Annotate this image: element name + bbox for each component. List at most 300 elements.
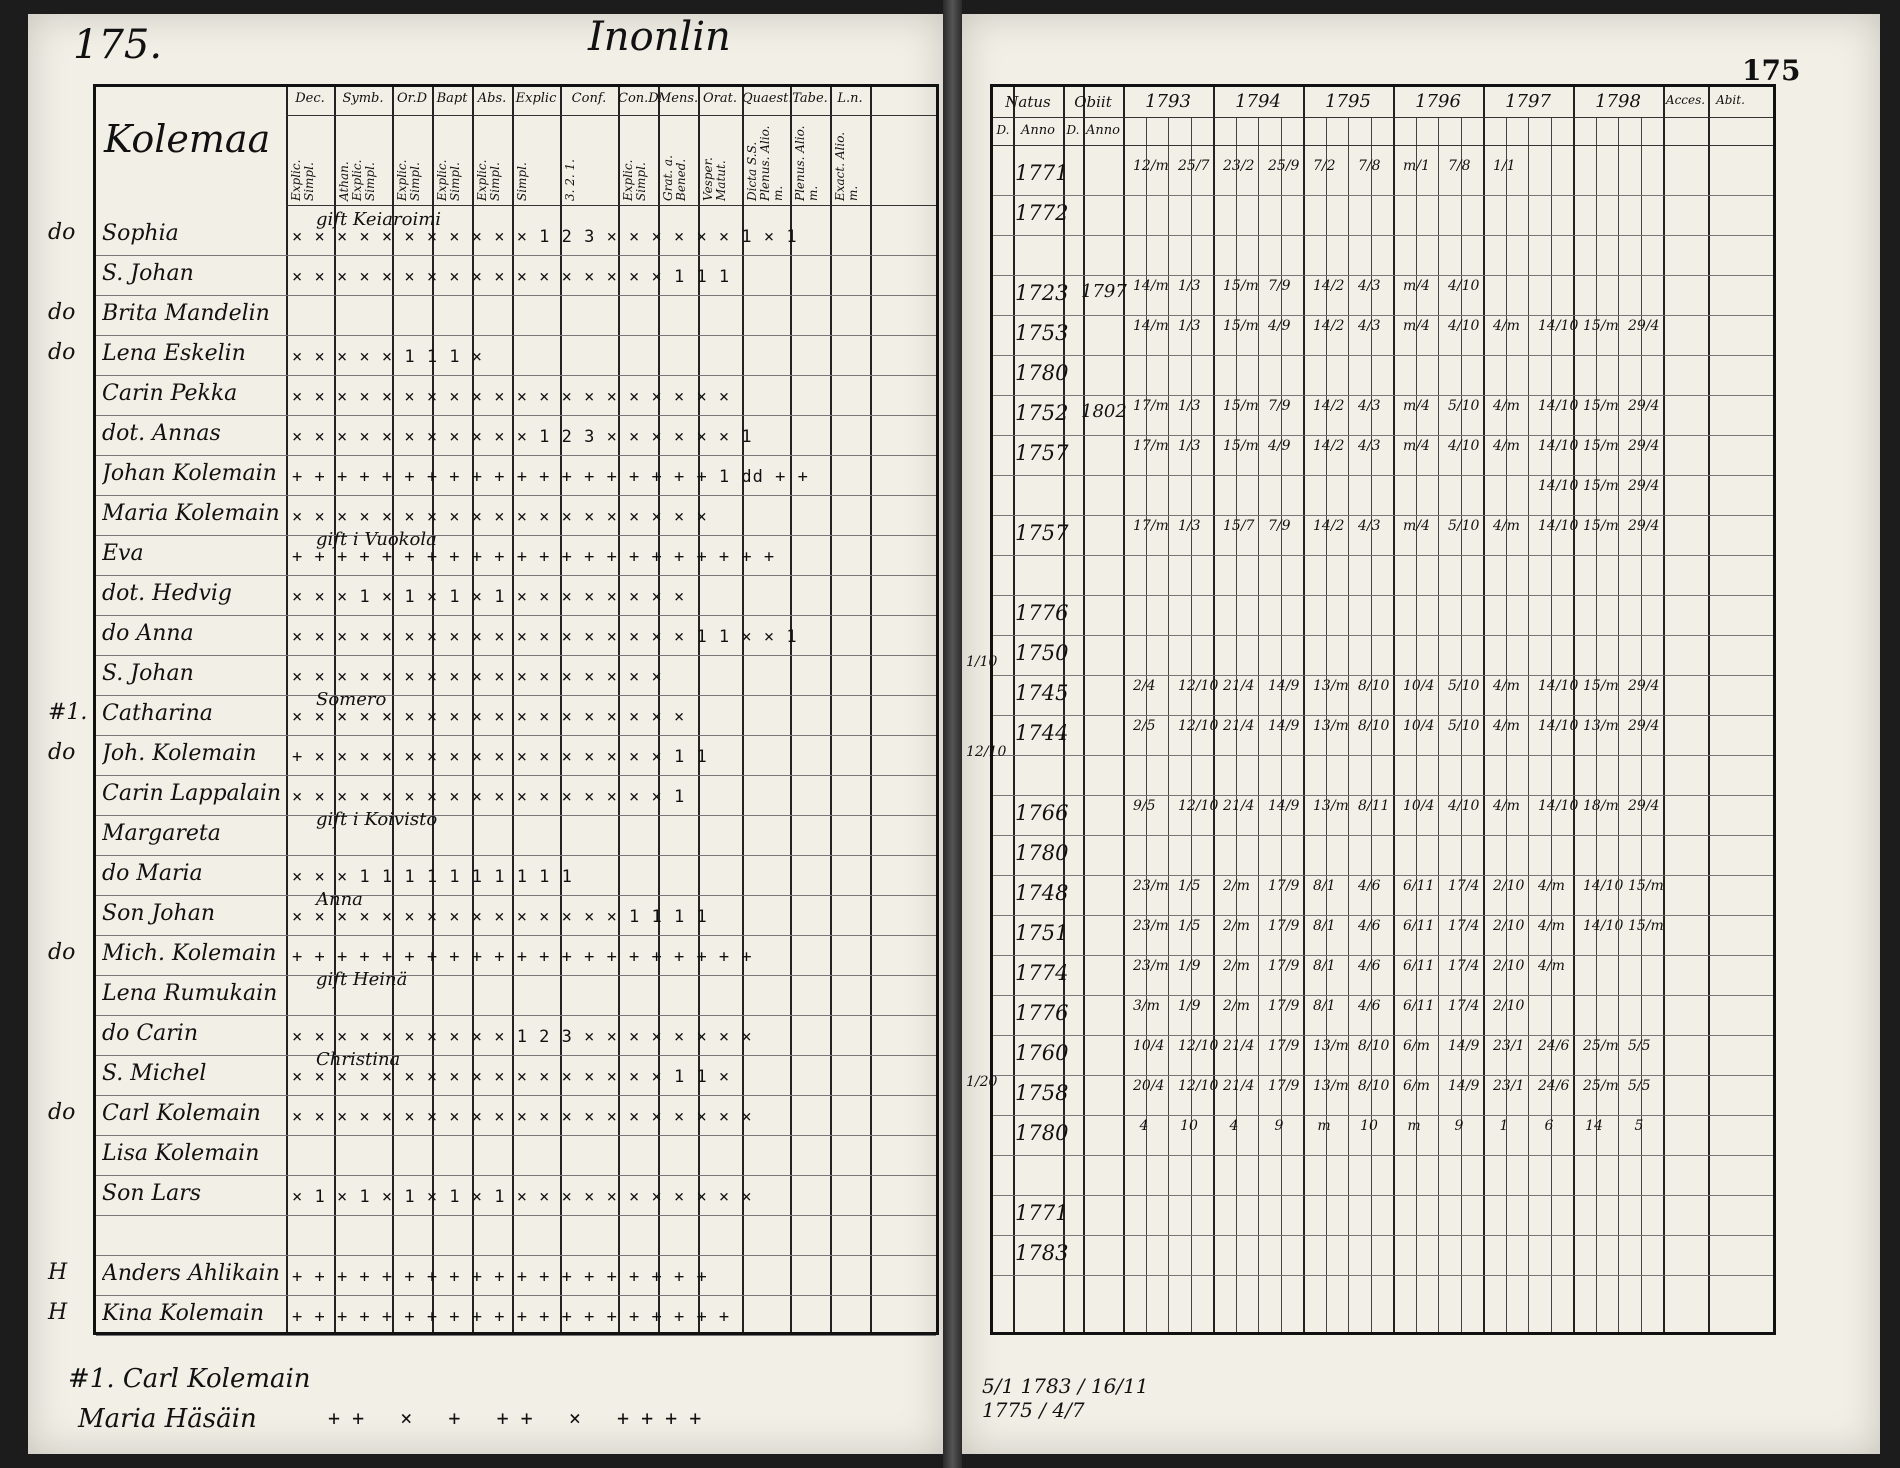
attendance-mark: 21/4	[1223, 718, 1255, 734]
birth-year: 1745	[1015, 681, 1069, 705]
birth-year: 1780	[1015, 361, 1069, 385]
column-header: Anno	[1021, 123, 1055, 138]
birth-year: 1758	[1015, 1081, 1069, 1105]
birth-year: 1757	[1015, 521, 1069, 545]
exam-marks: + + + + + + + + + + + + + + + + + + +	[292, 1267, 708, 1287]
attendance-mark: 14/2	[1313, 318, 1345, 334]
page-number: 175	[1742, 54, 1801, 87]
person-name: Eva	[102, 541, 144, 566]
person-name: S. Johan	[102, 661, 194, 686]
footer-note: 5/1 1783 / 16/11 1775 / 4/7	[982, 1374, 1149, 1422]
attendance-mark: 6/11	[1403, 918, 1435, 934]
attendance-mark: 5/5	[1628, 1078, 1651, 1094]
person-name: Sophia	[102, 221, 179, 246]
attendance-mark: 5/10	[1448, 718, 1480, 734]
attendance-mark: 14/10	[1538, 478, 1579, 494]
column-header: D.	[996, 123, 1010, 137]
attendance-mark: 8/1	[1313, 878, 1336, 894]
exam-marks: × 1 × 1 × 1 × 1 × 1 × × × × × × × × × × ×	[292, 1187, 753, 1207]
attendance-mark: 4/6	[1358, 878, 1381, 894]
row-prefix: do	[48, 220, 76, 245]
column-header: Dec.	[295, 91, 325, 106]
attendance-mark: m/4	[1403, 278, 1430, 294]
attendance-mark: 29/4	[1628, 798, 1660, 814]
attendance-mark: 1/3	[1178, 518, 1201, 534]
death-year: 1802	[1081, 401, 1127, 422]
exam-marks: × × × × × × × × × × × × × × × × × 1 1 1	[292, 267, 731, 287]
attendance-mark: 4/m	[1538, 958, 1565, 974]
attendance-mark: 13/m	[1313, 678, 1349, 694]
attendance-mark: 25/m	[1583, 1038, 1619, 1054]
person-note: Christina	[316, 1049, 401, 1070]
attendance-mark: 10/4	[1403, 678, 1435, 694]
margin-note: 1/10	[966, 654, 998, 670]
attendance-mark: 6/11	[1403, 998, 1435, 1014]
attendance-mark: 29/4	[1628, 478, 1660, 494]
person-name: dot. Hedvig	[102, 581, 232, 606]
right-page	[962, 14, 1880, 1454]
attendance-mark: 15/m	[1583, 518, 1619, 534]
attendance-mark: 4/m	[1493, 318, 1520, 334]
birth-year: 1750	[1015, 641, 1069, 665]
attendance-mark: 13/m	[1313, 1038, 1349, 1054]
attendance-mark: 15/m	[1583, 318, 1619, 334]
column-header: Symb.	[342, 91, 384, 106]
attendance-mark: 23/2	[1223, 158, 1255, 174]
attendance-mark: 1/3	[1178, 278, 1201, 294]
attendance-mark: 2/10	[1493, 918, 1525, 934]
book-gutter	[943, 0, 962, 1468]
attendance-mark: 17/9	[1268, 1078, 1300, 1094]
column-subheader: Vesper. Matut.	[701, 157, 728, 201]
exam-marks: × × × × × × × × × × × × × × × × × 1	[292, 787, 686, 807]
column-header: 1793	[1145, 91, 1191, 112]
row-prefix: H	[48, 1300, 68, 1325]
attendance-mark: 4/3	[1358, 398, 1381, 414]
column-subheader: Explic. Simpl.	[475, 159, 502, 201]
exam-marks: × × × × × × × × × × × 1 2 3 × × × × × × 1 × 1	[292, 227, 798, 247]
column-subheader: Explic. Simpl.	[289, 159, 316, 201]
exam-marks: × × × × × × × × × × × × × × × 1 1 1 1	[292, 907, 708, 927]
column-header: Natus	[1005, 93, 1051, 111]
birth-year: 1753	[1015, 321, 1069, 345]
column-subheader: Explic. Simpl.	[621, 159, 648, 201]
attendance-mark: 4/3	[1358, 438, 1381, 454]
attendance-mark: 12/10	[1178, 1078, 1219, 1094]
exam-marks: × × × × × × × × × × × × × × × × × 1 1 ×	[292, 1067, 731, 1087]
attendance-mark: 9	[1454, 1118, 1464, 1134]
attendance-mark: 23/m	[1133, 958, 1169, 974]
attendance-mark: 23/m	[1133, 878, 1169, 894]
village-name: Inonlin	[588, 14, 731, 60]
attendance-mark: 15/m	[1223, 278, 1259, 294]
exam-marks: + + + + + + + + + + + + + + + + + + + + +	[292, 947, 753, 967]
column-header: 1795	[1325, 91, 1371, 112]
column-header: Bapt	[436, 91, 468, 106]
attendance-mark: 14/9	[1268, 798, 1300, 814]
table-rows	[993, 87, 1773, 1332]
attendance-mark: 14/2	[1313, 278, 1345, 294]
person-name: Lisa Kolemain	[102, 1141, 260, 1166]
birth-year: 1766	[1015, 801, 1069, 825]
exam-marks: × × × × × × × × × × × × × × × × ×	[292, 667, 663, 687]
attendance-mark: 14/2	[1313, 518, 1345, 534]
column-header: 1796	[1415, 91, 1461, 112]
attendance-mark: 15/7	[1223, 518, 1255, 534]
birth-year: 1757	[1015, 441, 1069, 465]
attendance-mark: 8/1	[1313, 958, 1336, 974]
row-prefix: H	[48, 1260, 68, 1285]
attendance-mark: 1/3	[1178, 398, 1201, 414]
birth-year: 1772	[1015, 201, 1069, 225]
exam-marks: × × × × × × × × × × × × × × × × × × 1 1 × × 1	[292, 627, 798, 647]
exam-marks: × × × × × × × × × × × × × × × × × × × ×	[292, 387, 731, 407]
attendance-mark: 5/5	[1628, 1038, 1651, 1054]
person-note: Somero	[316, 689, 387, 710]
attendance-mark: 17/9	[1268, 958, 1300, 974]
attendance-mark: 4	[1229, 1118, 1239, 1134]
attendance-mark: 17/9	[1268, 998, 1300, 1014]
attendance-mark: 17/4	[1448, 958, 1480, 974]
attendance-mark: 2/m	[1223, 918, 1250, 934]
attendance-mark: 4/m	[1493, 798, 1520, 814]
attendance-mark: 29/4	[1628, 678, 1660, 694]
attendance-mark: 14/m	[1133, 318, 1169, 334]
column-subheader: Explic. Simpl.	[395, 159, 422, 201]
attendance-mark: 17/9	[1268, 1038, 1300, 1054]
attendance-mark: 6/m	[1403, 1038, 1430, 1054]
margin-note: 12/10	[966, 744, 1007, 760]
attendance-mark: 14/2	[1313, 398, 1345, 414]
person-name: do Carin	[102, 1021, 198, 1046]
attendance-mark: 21/4	[1223, 678, 1255, 694]
person-name: Johan Kolemain	[102, 461, 277, 486]
person-name: Brita Mandelin	[102, 301, 270, 326]
attendance-mark: 17/m	[1133, 518, 1169, 534]
attendance-mark: 15/m	[1223, 398, 1259, 414]
page-number-handwritten: 175.	[73, 22, 163, 68]
column-header: 1797	[1505, 91, 1551, 112]
attendance-mark: 4/6	[1358, 958, 1381, 974]
attendance-mark: 5/10	[1448, 678, 1480, 694]
margin-note: 1/20	[966, 1074, 998, 1090]
attendance-mark: 4/3	[1358, 278, 1381, 294]
attendance-mark: 8/10	[1358, 678, 1390, 694]
attendance-mark: 8/10	[1358, 718, 1390, 734]
birth-year: 1723	[1015, 281, 1069, 305]
attendance-mark: 4	[1139, 1118, 1149, 1134]
column-header: Mens.	[658, 91, 699, 106]
attendance-mark: 4/9	[1268, 438, 1291, 454]
row-prefix: #1.	[48, 700, 88, 725]
person-note: gift i Koivisto	[316, 809, 438, 830]
attendance-mark: 14/9	[1268, 718, 1300, 734]
footer-note-2: Maria Häsäin	[78, 1404, 257, 1434]
attendance-mark: 8/10	[1358, 1078, 1390, 1094]
column-subheader: Dicta S.S. Plenus. Alio. m.	[745, 125, 785, 201]
person-name: do Anna	[102, 621, 194, 646]
attendance-mark: 7/8	[1448, 158, 1471, 174]
attendance-mark: 13/m	[1583, 718, 1619, 734]
attendance-mark: 1/9	[1178, 958, 1201, 974]
person-name: Margareta	[102, 821, 221, 846]
attendance-mark: 17/9	[1268, 878, 1300, 894]
attendance-mark: 15/m	[1583, 398, 1619, 414]
attendance-mark: 24/6	[1538, 1038, 1570, 1054]
death-year: 1797	[1081, 281, 1127, 302]
birth-year: 1774	[1015, 961, 1069, 985]
attendance-mark: 1/9	[1178, 998, 1201, 1014]
attendance-mark: m/4	[1403, 398, 1430, 414]
attendance-mark: 5/10	[1448, 398, 1480, 414]
attendance-mark: 4/m	[1493, 718, 1520, 734]
attendance-mark: 21/4	[1223, 1078, 1255, 1094]
table-rows	[96, 87, 936, 1332]
attendance-mark: 17/4	[1448, 998, 1480, 1014]
person-note: gift Heinä	[316, 969, 408, 990]
attendance-mark: 7/2	[1313, 158, 1336, 174]
attendance-mark: 7/9	[1268, 278, 1291, 294]
exam-marks: × × × × × × × × × × × 1 2 3 × × × × × × 1	[292, 427, 753, 447]
exam-marks: × × × 1 1 1 1 1 1 1 1 1 1	[292, 867, 573, 887]
attendance-mark: 21/4	[1223, 1038, 1255, 1054]
column-header: Tabe.	[792, 91, 828, 106]
person-name: Joh. Kolemain	[102, 741, 257, 766]
attendance-mark: 23/1	[1493, 1038, 1525, 1054]
attendance-mark: 2/m	[1223, 998, 1250, 1014]
life-data-table	[990, 84, 1776, 1335]
attendance-mark: 3/m	[1133, 998, 1160, 1014]
person-name: Carin Lappalain	[102, 781, 282, 806]
attendance-mark: 12/10	[1178, 1038, 1219, 1054]
attendance-mark: 29/4	[1628, 318, 1660, 334]
exam-marks: × × × × × 1 1 1 ×	[292, 347, 483, 367]
person-name: Anders Ahlikain	[102, 1261, 280, 1286]
birth-year: 1744	[1015, 721, 1069, 745]
attendance-mark: 23/m	[1133, 918, 1169, 934]
attendance-mark: 21/4	[1223, 798, 1255, 814]
attendance-mark: 1	[1499, 1118, 1509, 1134]
attendance-mark: 14/9	[1448, 1038, 1480, 1054]
attendance-mark: 13/m	[1313, 798, 1349, 814]
column-subheader: 3. 2. 1.	[563, 159, 577, 201]
attendance-mark: 2/m	[1223, 878, 1250, 894]
attendance-mark: 29/4	[1628, 438, 1660, 454]
attendance-mark: 23/1	[1493, 1078, 1525, 1094]
attendance-mark: 15/m	[1583, 678, 1619, 694]
attendance-mark: 15/m	[1583, 478, 1619, 494]
attendance-mark: 10	[1180, 1118, 1198, 1134]
column-header: 1794	[1235, 91, 1281, 112]
column-subheader: Grat. a. Bened.	[661, 155, 688, 201]
person-name: Mich. Kolemain	[102, 941, 277, 966]
person-name: Lena Rumukain	[102, 981, 278, 1006]
attendance-mark: 4/6	[1358, 998, 1381, 1014]
person-name: Son Lars	[102, 1181, 202, 1206]
attendance-mark: 7/8	[1358, 158, 1381, 174]
attendance-mark: 1/3	[1178, 438, 1201, 454]
attendance-mark: 4/3	[1358, 518, 1381, 534]
column-subheader: Exact. Alio. m.	[833, 131, 860, 201]
attendance-mark: 14/9	[1268, 678, 1300, 694]
attendance-mark: 10	[1360, 1118, 1378, 1134]
birth-year: 1780	[1015, 841, 1069, 865]
attendance-mark: m/4	[1403, 518, 1430, 534]
exam-marks: + + + + + + + + + + + + + + + + + + + +	[292, 1307, 731, 1327]
attendance-mark: 29/4	[1628, 518, 1660, 534]
attendance-mark: 4/m	[1493, 678, 1520, 694]
attendance-mark: 9	[1274, 1118, 1284, 1134]
row-prefix: do	[48, 740, 76, 765]
exam-marks: + × × × × × × × × × × × × × × × × 1 1	[292, 747, 708, 767]
footer-marks: + + × + + + × + + + +	[328, 1406, 702, 1430]
attendance-mark: 6/m	[1403, 1078, 1430, 1094]
birth-year: 1752	[1015, 401, 1069, 425]
birth-year: 1776	[1015, 1001, 1069, 1025]
attendance-mark: 29/4	[1628, 718, 1660, 734]
attendance-mark: 18/m	[1583, 798, 1619, 814]
person-name: Carin Pekka	[102, 381, 238, 406]
attendance-mark: 5	[1634, 1118, 1644, 1134]
column-header: Acces.	[1665, 93, 1706, 107]
footer-note-1: #1. Carl Kolemain	[68, 1364, 311, 1394]
exam-marks: + + + + + + + + + + + + + + + + + + + + + +	[292, 547, 776, 567]
attendance-mark: 6/11	[1403, 958, 1435, 974]
person-name: Carl Kolemain	[102, 1101, 261, 1126]
attendance-mark: m/4	[1403, 438, 1430, 454]
attendance-mark: 15/m	[1628, 878, 1664, 894]
attendance-mark: 1/5	[1178, 878, 1201, 894]
column-subheader: Plenus. Alio. m.	[793, 125, 820, 201]
column-subheader: Explic. Simpl.	[435, 159, 462, 201]
person-note: gift i Vuokola	[316, 529, 437, 550]
attendance-mark: 14/m	[1133, 278, 1169, 294]
column-header: Conf.	[571, 91, 607, 106]
attendance-mark: 8/10	[1358, 1038, 1390, 1054]
row-line	[96, 1335, 936, 1336]
attendance-mark: 4/10	[1448, 438, 1480, 454]
left-margin-notes	[962, 14, 1007, 1454]
column-header: L.n.	[837, 91, 863, 106]
person-note: Anna	[316, 889, 363, 910]
person-name: do Maria	[102, 861, 203, 886]
column-header: Abs.	[477, 91, 507, 106]
attendance-mark: m	[1317, 1118, 1331, 1134]
attendance-mark: 5/10	[1448, 518, 1480, 534]
attendance-mark: 14/2	[1313, 438, 1345, 454]
attendance-mark: 8/1	[1313, 998, 1336, 1014]
person-name: Kina Kolemain	[102, 1301, 265, 1326]
attendance-mark: 13/m	[1313, 718, 1349, 734]
birth-year: 1771	[1015, 1201, 1069, 1225]
attendance-mark: 2/5	[1133, 718, 1156, 734]
attendance-mark: 14/10	[1583, 918, 1624, 934]
attendance-mark: 9/5	[1133, 798, 1156, 814]
person-name: dot. Annas	[102, 421, 221, 446]
attendance-mark: m/4	[1403, 318, 1430, 334]
row-prefix: do	[48, 940, 76, 965]
person-name: Catharina	[102, 701, 213, 726]
attendance-mark: 10/4	[1403, 798, 1435, 814]
column-header: D.	[1066, 123, 1080, 137]
attendance-mark: 2/10	[1493, 878, 1525, 894]
exam-marks: × × × × × × × × × × 1 2 3 × × × × × × × ×	[292, 1027, 753, 1047]
attendance-mark: 12/m	[1133, 158, 1169, 174]
attendance-mark: 14/10	[1583, 878, 1624, 894]
row-prefix: do	[48, 1100, 76, 1125]
attendance-mark: 25/7	[1178, 158, 1210, 174]
attendance-mark: 2/10	[1493, 958, 1525, 974]
exam-marks: × × × 1 × 1 × 1 × 1 × × × × × × × ×	[292, 587, 686, 607]
attendance-mark: 25/9	[1268, 158, 1300, 174]
attendance-mark: 10/4	[1403, 718, 1435, 734]
left-page	[28, 14, 943, 1454]
attendance-mark: 10/4	[1133, 1038, 1165, 1054]
attendance-mark: 13/m	[1313, 1078, 1349, 1094]
attendance-mark: 4/3	[1358, 318, 1381, 334]
attendance-mark: 2/m	[1223, 958, 1250, 974]
attendance-mark: 17/4	[1448, 918, 1480, 934]
column-subheader: Simpl.	[515, 162, 529, 201]
attendance-mark: 4/m	[1538, 878, 1565, 894]
attendance-mark: 12/10	[1178, 798, 1219, 814]
catechetical-table	[93, 84, 939, 1335]
attendance-mark: 15/m	[1583, 438, 1619, 454]
attendance-mark: 8/11	[1358, 798, 1390, 814]
attendance-mark: 6/11	[1403, 878, 1435, 894]
birth-year: 1783	[1015, 1241, 1069, 1265]
attendance-mark: 25/m	[1583, 1078, 1619, 1094]
attendance-mark: 7/9	[1268, 518, 1291, 534]
attendance-mark: 12/10	[1178, 718, 1219, 734]
attendance-mark: 14/10	[1538, 318, 1579, 334]
attendance-mark: 4/9	[1268, 318, 1291, 334]
birth-year: 1776	[1015, 601, 1069, 625]
exam-marks: × × × × × × × × × × × × × × × × × ×	[292, 707, 686, 727]
attendance-mark: 6	[1544, 1118, 1554, 1134]
attendance-mark: 2/4	[1133, 678, 1156, 694]
person-name: Son Johan	[102, 901, 215, 926]
exam-marks: × × × × × × × × × × × × × × × × × × ×	[292, 507, 708, 527]
person-name: Maria Kolemain	[102, 501, 280, 526]
attendance-mark: 4/10	[1448, 278, 1480, 294]
attendance-mark: 8/1	[1313, 918, 1336, 934]
column-header: Quaest.	[742, 91, 793, 106]
attendance-mark: 14/9	[1448, 1078, 1480, 1094]
birth-year: 1771	[1015, 161, 1069, 185]
attendance-mark: 20/4	[1133, 1078, 1165, 1094]
attendance-mark: 15/m	[1223, 318, 1259, 334]
exam-marks: × × × × × × × × × × × × × × × × × × × × ×	[292, 1107, 753, 1127]
attendance-mark: 2/10	[1493, 998, 1525, 1014]
attendance-mark: 4/m	[1493, 438, 1520, 454]
row-prefix: do	[48, 300, 76, 325]
birth-year: 1751	[1015, 921, 1069, 945]
attendance-mark: 14/10	[1538, 398, 1579, 414]
column-header: Or.D	[397, 91, 427, 106]
attendance-mark: 7/9	[1268, 398, 1291, 414]
attendance-mark: 15/m	[1223, 438, 1259, 454]
person-name: Lena Eskelin	[102, 341, 246, 366]
attendance-mark: 4/m	[1493, 518, 1520, 534]
column-header: Abit.	[1716, 93, 1745, 107]
attendance-mark: 17/4	[1448, 878, 1480, 894]
column-header: Anno	[1086, 123, 1120, 138]
person-name: S. Johan	[102, 261, 194, 286]
attendance-mark: 14/10	[1538, 798, 1579, 814]
farm-name: Kolemaa	[104, 117, 271, 161]
column-subheader: Athan. Explic. Simpl.	[337, 159, 377, 201]
